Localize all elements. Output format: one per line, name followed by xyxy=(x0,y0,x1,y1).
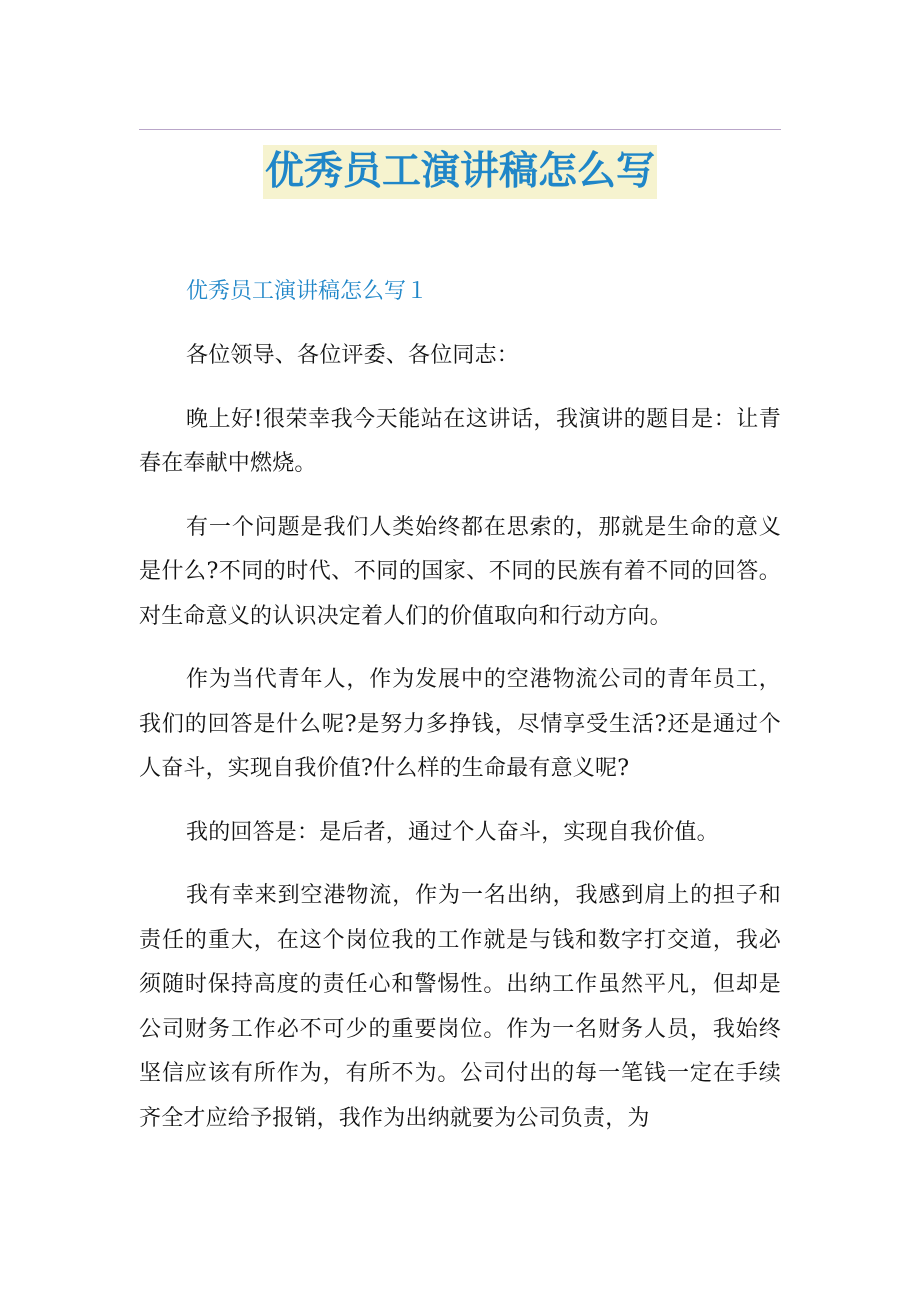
section-heading: 优秀员工演讲稿怎么写１ xyxy=(186,279,429,304)
paragraph-cashier-role: 我有幸来到空港物流，作为一名出纳，我感到肩上的担子和责任的重大，在这个岗位我的工作就是与钱和数字打交道，我必须随时保持高度的责任心和警惕性。出纳工作虽然平凡，但却是公司财务工作必不可少的重要岗位。作为一名财务人员，我始终坚信应该有所作为，有所不为。公司付出的每一笔钱一定在手续齐全才应给予报销，我作为出纳就要为公司负责，为 xyxy=(139,883,781,1131)
document-title: 优秀员工演讲稿怎么写 xyxy=(263,145,657,199)
paragraph-answer: 我的回答是：是后者，通过个人奋斗，实现自我价值。 xyxy=(186,819,719,845)
top-divider xyxy=(139,129,781,130)
title-container xyxy=(0,145,920,199)
paragraph-meaning-of-life: 有一个问题是我们人类始终都在思索的，那就是生命的意义是什么?不同的时代、不同的国家、不同的民族有着不同的回答。对生命意义的认识决定着人们的价值取向和行动方向。 xyxy=(139,514,781,629)
paragraph-greeting: 各位领导、各位评委、各位同志： xyxy=(186,343,520,368)
paragraph-opening: 晚上好!很荣幸我今天能站在这讲话，我演讲的题目是：让青春在奉献中燃烧。 xyxy=(139,406,781,476)
document-body xyxy=(139,270,781,1160)
paragraph-question: 作为当代青年人，作为发展中的空港物流公司的青年员工，我们的回答是什么呢?是努力多挣钱，尽情享受生活?还是通过个人奋斗，实现自我价值?什么样的生命最有意义呢? xyxy=(139,667,781,781)
